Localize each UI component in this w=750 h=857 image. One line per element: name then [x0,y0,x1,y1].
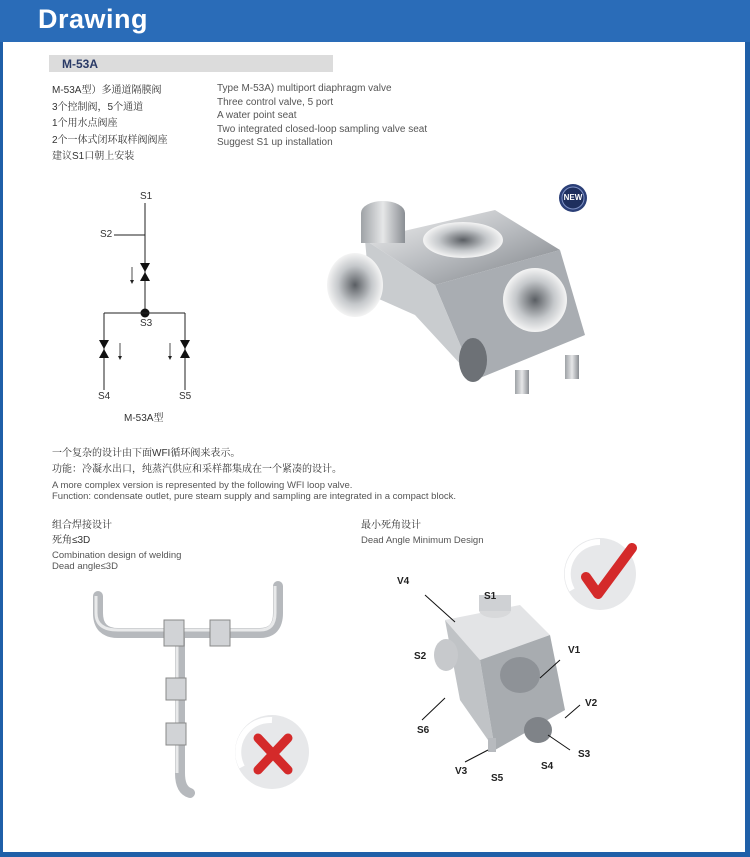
label-v2: V2 [585,698,598,709]
description-cn-1: 一个复杂的设计由下面WFI循环阀来表示。 [52,448,241,459]
schematic-port-s4: S4 [98,391,111,402]
intro-cn-line: 1个用水点阀座 [52,118,118,129]
section-header [0,0,750,42]
intro-cn-line: M-53A型）多通道隔膜阀 [52,85,162,96]
description-cn-2: 功能：冷凝水出口，纯蒸汽供应和采样都集成在一个紧凑的设计。 [52,464,342,475]
label-v1: V1 [568,645,581,656]
left-design-dead-en: Dead angle≤3D [52,561,118,572]
intro-en-line: Two integrated closed-loop sampling valve seat [217,123,428,135]
intro-cn-line: 3个控制阀，5个通道 [52,101,144,113]
right-design-title-cn: 最小死角设计 [361,520,421,531]
new-badge-label: NEW [563,193,583,202]
right-design-title-en: Dead Angle Minimum Design [361,535,484,546]
valve-block-image [325,195,605,410]
left-design-title-en: Combination design of welding [52,550,182,561]
left-design-title-cn: 组合焊接设计 [52,520,112,531]
label-s3: S3 [578,749,591,760]
valve-schematic [90,185,220,425]
intro-en-line: A water point seat [217,110,297,121]
label-v4: V4 [397,576,410,587]
schematic-port-s2: S2 [100,229,113,240]
cross-mark-icon [232,712,312,792]
intro-cn-list [52,83,168,166]
schematic-port-s1: S1 [140,191,153,202]
intro-cn-line: 2个一体式闭环取样阀阀座 [52,134,168,146]
left-design-dead-cn: 死角≤3D [52,535,91,546]
intro-en-line: Suggest S1 up installation [217,137,333,148]
label-s1: S1 [484,591,497,602]
description-en-1: A more complex version is represented by the following WFI loop valve. [52,480,353,491]
schematic-port-s3: S3 [140,318,153,329]
schematic-caption: M-53A型 [124,413,164,424]
description-en-2: Function: condensate outlet, pure steam supply and sampling are integrated in a compact block. [52,491,456,502]
label-s6: S6 [417,725,430,736]
label-v3: V3 [455,766,468,777]
intro-en-list [217,82,427,150]
page-title: Drawing [38,4,149,34]
intro-en-line: Three control valve, 5 port [217,96,334,108]
intro-cn-line: 建议S1口朝上安装 [52,151,135,162]
label-s4: S4 [541,761,554,772]
valve-block-labeled-image [400,590,590,780]
label-s5: S5 [491,773,504,784]
model-code: M-53A [62,57,99,71]
intro-en-line: Type M-53A) multiport diaphragm valve [217,83,392,94]
label-s2: S2 [414,651,427,662]
schematic-port-s5: S5 [179,391,192,402]
